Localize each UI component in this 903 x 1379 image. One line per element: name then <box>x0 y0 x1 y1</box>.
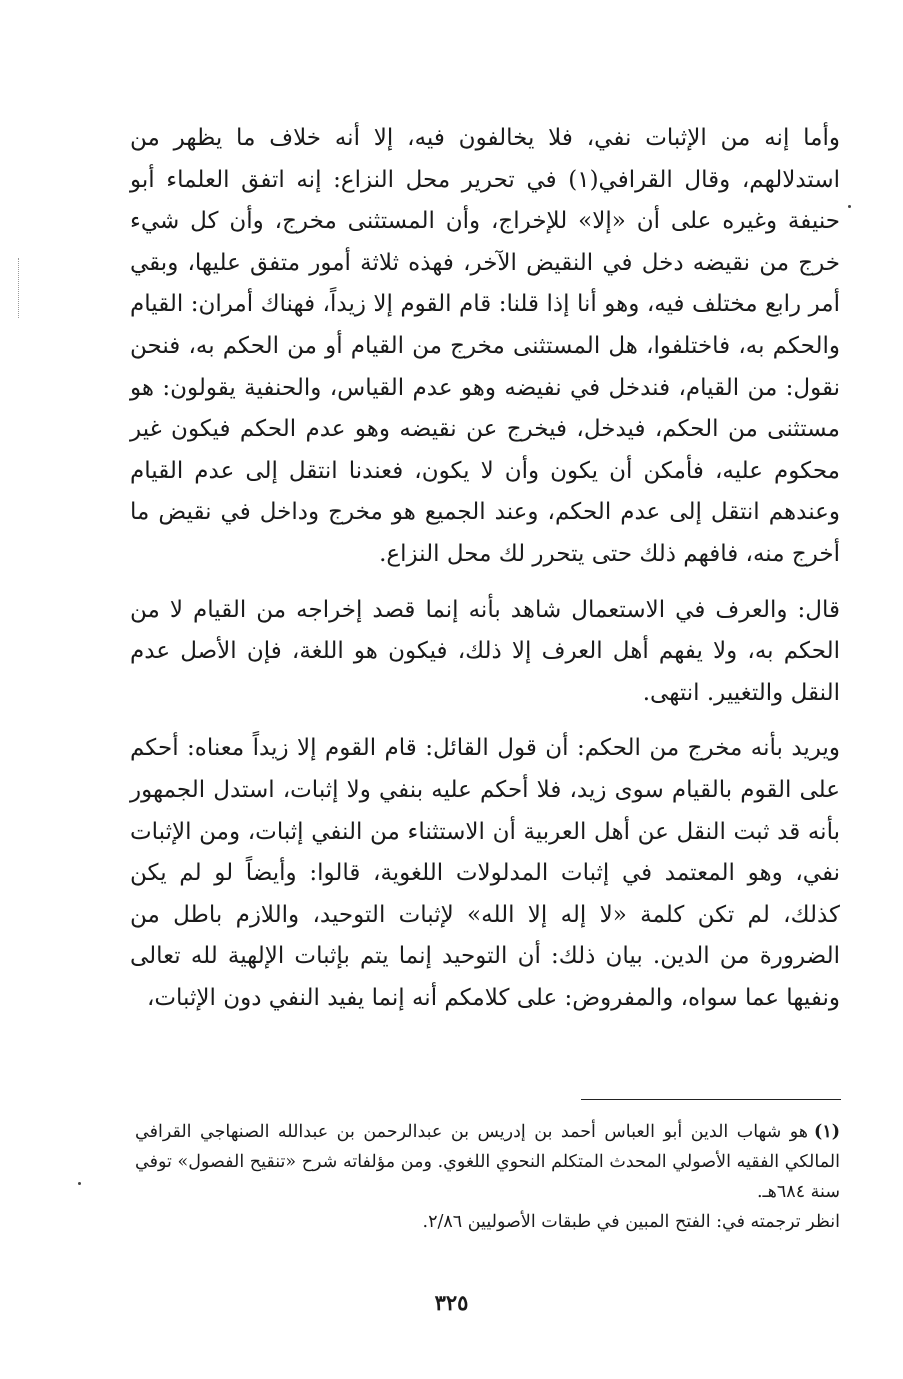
page-number: ٣٢٥ <box>434 1290 469 1315</box>
scan-margin-mark <box>18 258 20 318</box>
scan-speck <box>848 205 851 208</box>
footnote-number: (١) <box>814 1122 840 1142</box>
footnote-1 <box>135 1117 840 1207</box>
footnote-reference <box>135 1207 840 1237</box>
main-text <box>130 118 840 1019</box>
scan-speck <box>78 1182 81 1185</box>
footnote-text: هو شهاب الدين أبو العباس أحمد بن إدريس بن عبدالرحمن بن عبدالله الصنهاجي القرافي المالكي الفقيه الأصولي المحدث المتكلم النحوي اللغوي. ومن مؤلفاته شرح «تنقيح الفصول» توفي سنة ٦٨٤هـ. <box>135 1122 840 1202</box>
footnote-text: انظر ترجمته في: الفتح المبين في طبقات الأصوليين ٢/٨٦. <box>422 1212 840 1232</box>
paragraph-2: قال: والعرف في الاستعمال شاهد بأنه إنما قصد إخراجه من القيام لا من الحكم به، ولا يفهم أهل العرف إلا ذلك، فيكون هو اللغة، فإن الأصل عدم النقل والتغيير. انتهى. <box>130 596 840 706</box>
paragraph-3: ويريد بأنه مخرج من الحكم: أن قول القائل: قام القوم إلا زيداً معناه: أحكم على القوم بالقيام سوى زيد، فلا أحكم عليه بنفي ولا إثبات، استدل الجمهور بأنه قد ثبت النقل عن أهل العربية أن الاستثناء من النفي إثبات، ومن الإثبات نفي، وهو المعتمد في إثبات المدلولات اللغوية، قالوا: وأيضاً لو لم يكن كذلك، لم تكن كلمة «لا إله إلا الله» لإثبات التوحيد، واللازم باطل من الضرورة من الدين. بيان ذلك: أن التوحيد إنما يتم بإثبات الإلهية لله تعالى ونفيها عما سواه، والمفروض: على كلامكم أنه إنما يفيد النفي دون الإثبات، <box>130 735 840 1011</box>
paragraph-1: وأما إنه من الإثبات نفي، فلا يخالفون فيه، إلا أنه خلاف ما يظهر من استدلالهم، وقال القرافي(١) في تحرير محل النزاع: إنه اتفق العلماء أبو حنيفة وغيره على أن «إلا» للإخراج، وأن المستثنى مخرج، وأن كل شيء خرج من نقيضه دخل في النقيض الآخر، فهذه ثلاثة أمور متفق عليها، وبقي أمر رابع مختلف فيه، وهو أنا إذا قلنا: قام القوم إلا زيداً، فهناك أمران: القيام والحكم به، فاختلفوا، هل المستثنى مخرج من القيام أو من الحكم به، فنحن نقول: من القيام، فندخل في نفيضه وهو عدم القياس، والحنفية يقولون: هو مستثنى من الحكم، فيدخل، فيخرج عن نقيضه وهو عدم الحكم فيكون غير محكوم عليه، فأمكن أن يكون وأن لا يكون، فعندنا انتقل إلى عدم القيام وعندهم انتقل إلى عدم الحكم، وعند الجميع هو مخرج وداخل في نقيض ما أخرج منه، فافهم ذلك حتى يتحرر لك محل النزاع. <box>130 125 840 567</box>
footnote-divider <box>581 1099 841 1100</box>
footnotes <box>135 1117 840 1237</box>
